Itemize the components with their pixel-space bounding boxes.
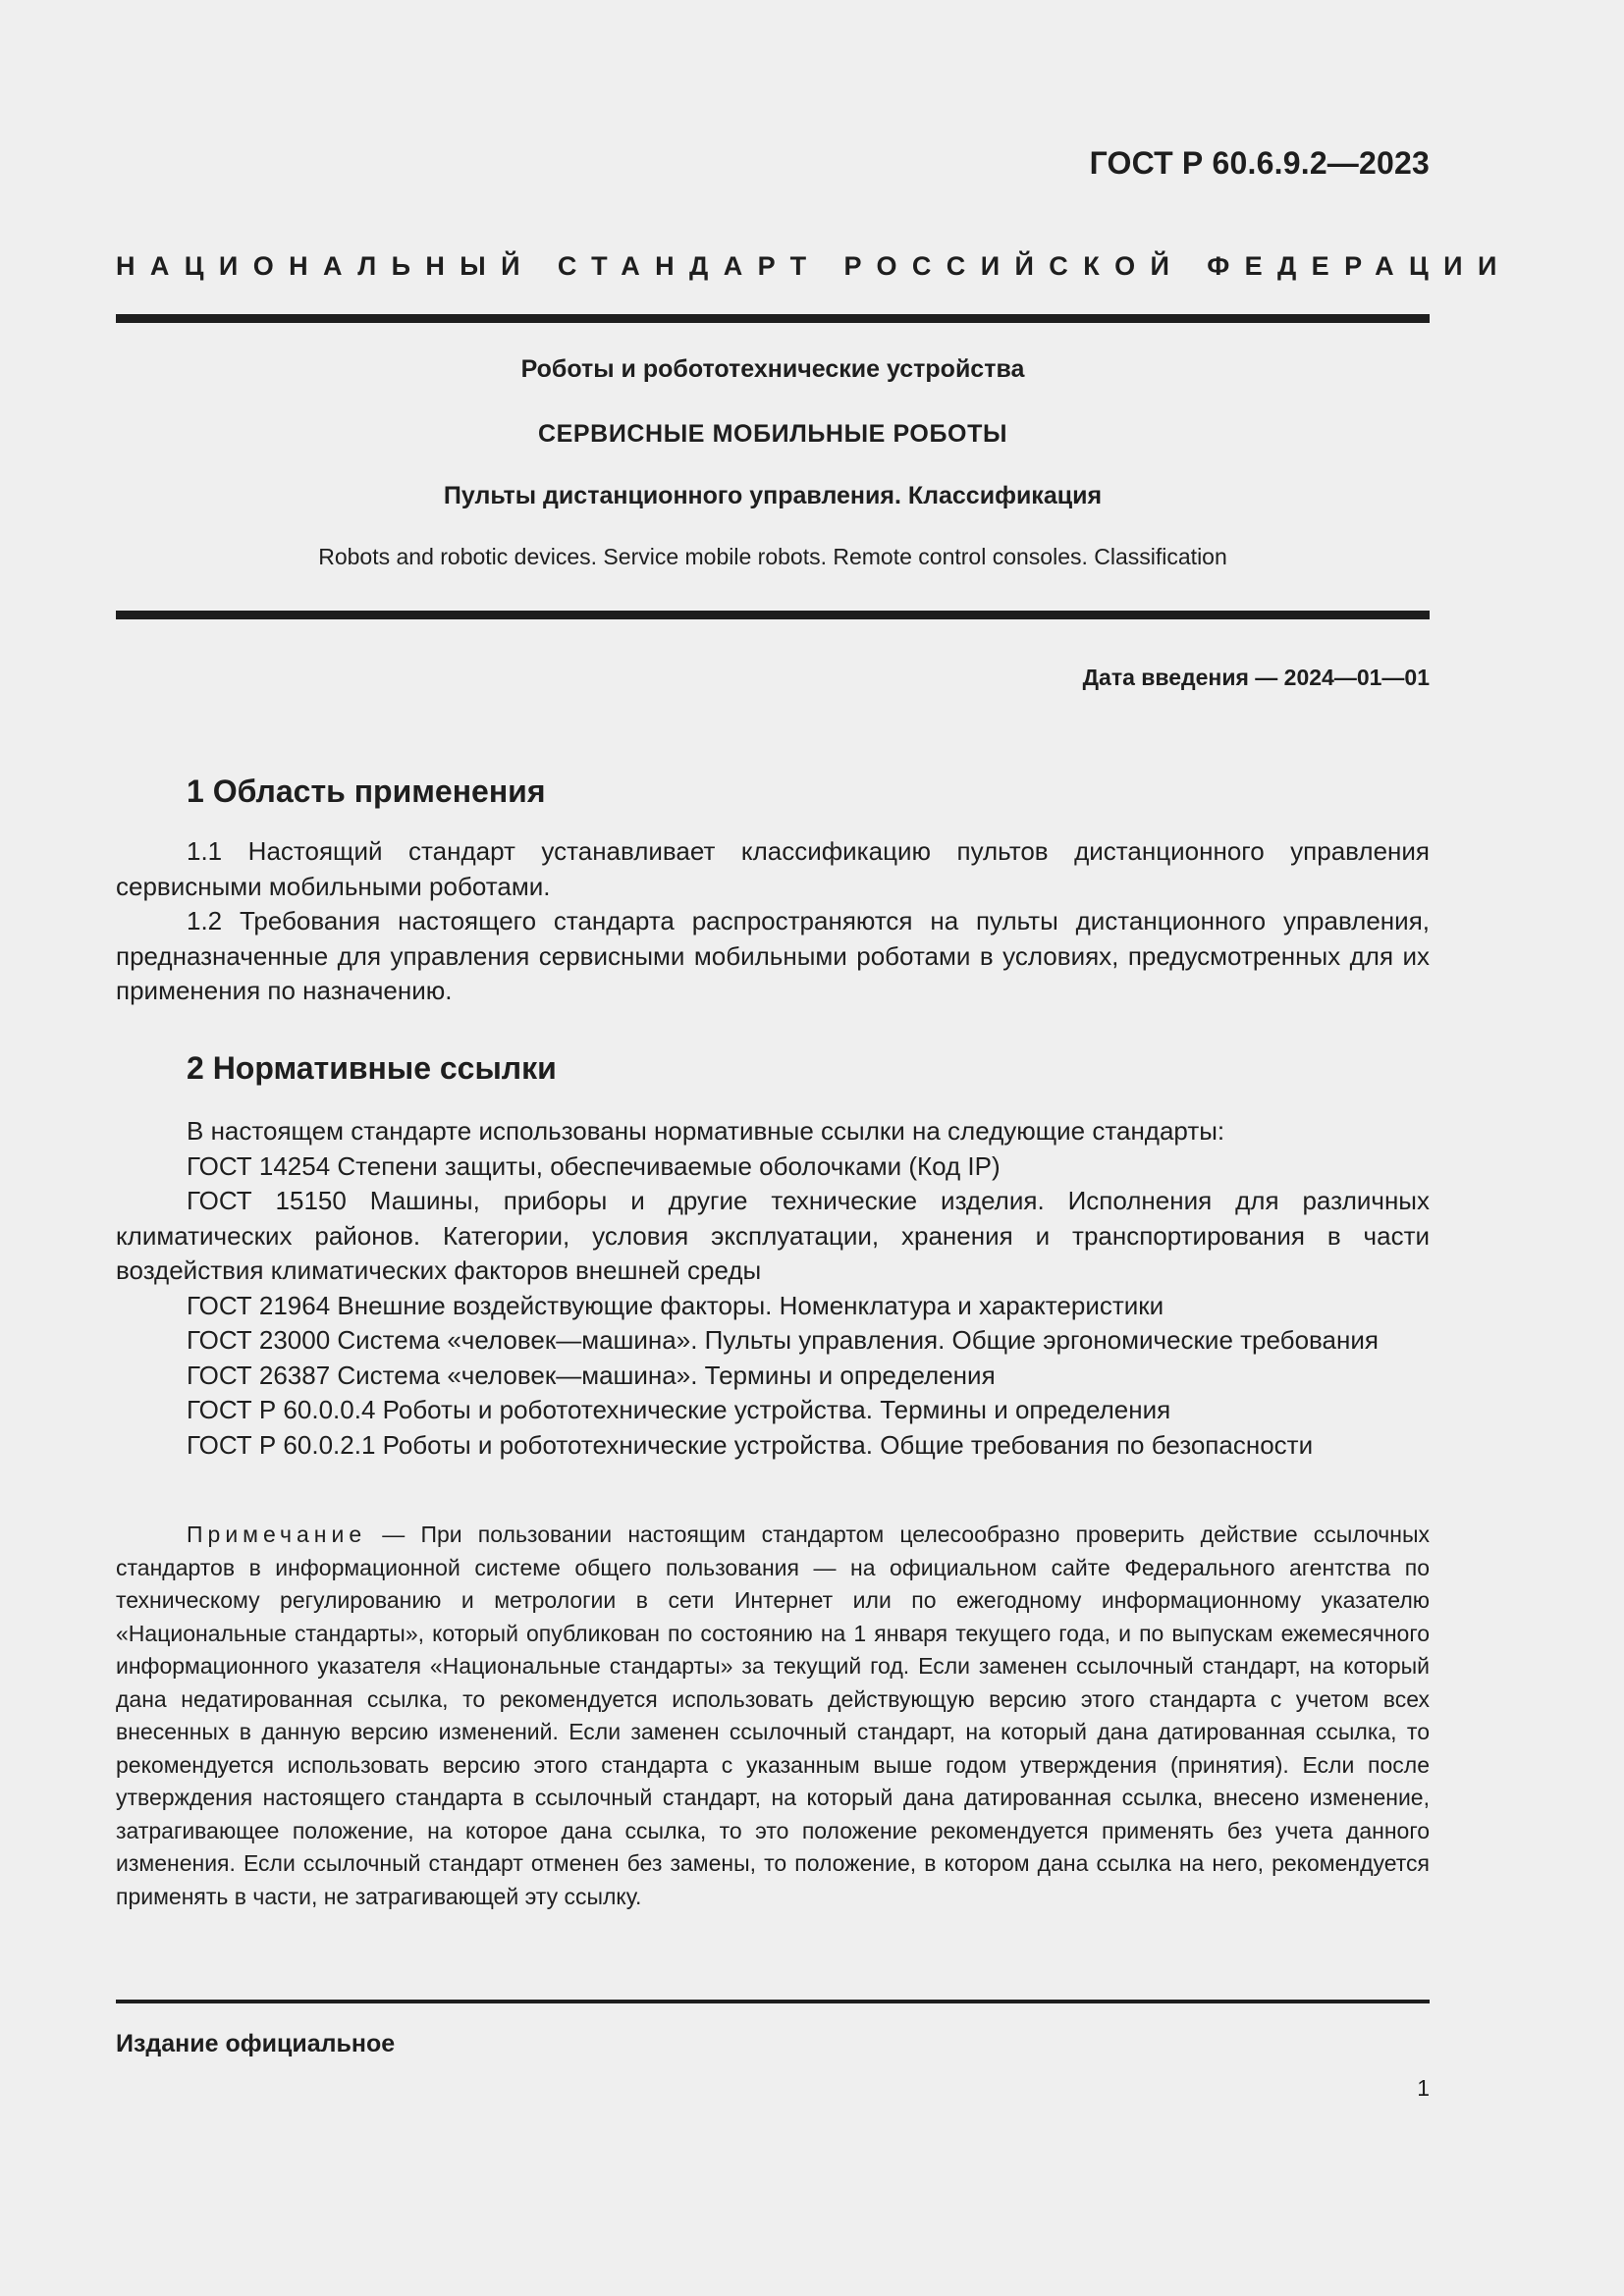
page-number: 1 [1417, 2075, 1430, 2101]
section-1-heading: 1 Область применения [187, 774, 546, 809]
national-standard-header: НАЦИОНАЛЬНЫЙ СТАНДАРТ РОССИЙСКОЙ ФЕДЕРАЦИИ [116, 251, 1512, 281]
document-code: ГОСТ Р 60.6.9.2—2023 [1089, 145, 1430, 181]
references-intro: В настоящем стандарте использованы нормативные ссылки на следующие стандарты: [187, 1116, 1225, 1146]
document-page [116, 0, 1512, 2296]
footer-divider [116, 2000, 1430, 2003]
section-1-body [116, 834, 1430, 1009]
reference-item: ГОСТ 21964 Внешние воздействующие факторы. Номенклатура и характеристики [187, 1290, 1164, 1320]
references-note [116, 1519, 1430, 1913]
reference-item: ГОСТ Р 60.0.0.4 Роботы и робототехнические устройства. Термины и определения [187, 1395, 1171, 1424]
title-divider [116, 611, 1430, 619]
note-text: — При пользовании настоящим стандартом целесообразно проверить действие ссылочных стандартов в информационной системе общего пользования — на официальном сайте Федерального агентства по техническому регулированию и метрологии в сети Интернет или по ежегодному информационному указателю «Национальные стандарты», который опубликован по состоянию на 1 января текущего года, и по выпускам ежемесячного информационного указателя «Национальные стандарты» за текущий год. Если заменен ссылочный стандарт, на который дана недатированная ссылка, то рекомендуется использовать действующую версию этого стандарта с учетом всех внесенных в данную версию изменений. Если заменен ссылочный стандарт, на который дана датированная ссылка, то рекомендуется использовать версию этого стандарта с указанным выше годом утверждения (принятия). Если после утверждения настоящего стандарта в ссылочный стандарт, на который дана датированная ссылка, внесено изменение, затрагивающее положение, на которое дана ссылка, то это положение рекомендуется применять без учета данного изменения. Если ссылочный стандарт отменен без замены, то положение, в котором дана ссылка на него, рекомендуется применять в части, не затрагивающей эту ссылку. [116, 1522, 1430, 1909]
clause-1-1: 1.1 Настоящий стандарт устанавливает классификацию пультов дистанционного управления сервисными мобильными роботами. [116, 836, 1430, 901]
section-2-body [116, 1114, 1430, 1463]
introduction-date: Дата введения — 2024—01—01 [1082, 665, 1430, 690]
reference-item: ГОСТ Р 60.0.2.1 Роботы и робототехнические устройства. Общие требования по безопасности [187, 1429, 1314, 1460]
title-line-1: Роботы и робототехнические устройства [520, 355, 1025, 383]
reference-item: ГОСТ 14254 Степени защиты, обеспечиваемые оболочками (Код IP) [187, 1150, 1001, 1181]
section-2-heading: 2 Нормативные ссылки [187, 1050, 557, 1086]
reference-item: ГОСТ 23000 Система «человек—машина». Пульты управления. Общие эргономические требования [187, 1325, 1379, 1355]
title-line-3: Пульты дистанционного управления. Классификация [443, 482, 1103, 509]
official-edition-label: Издание официальное [116, 2030, 396, 2057]
reference-item: ГОСТ 26387 Система «человек—машина». Термины и определения [187, 1360, 996, 1390]
english-title: Robots and robotic devices. Service mobile robots. Remote control consoles. Classification [318, 544, 1227, 569]
note-label: Примечание [187, 1522, 367, 1547]
clause-1-2: 1.2 Требования настоящего стандарта распространяются на пульты дистанционного управления, предназначенные для управления сервисными мобильными роботами в условиях, предусмотренных для их применения по назначению. [116, 906, 1430, 1005]
top-divider [116, 314, 1430, 323]
title-line-2: СЕРВИСНЫЕ МОБИЛЬНЫЕ РОБОТЫ [537, 420, 1008, 448]
reference-item: ГОСТ 15150 Машины, приборы и другие технические изделия. Исполнения для различных климатических районов. Категории, условия эксплуатации, хранения и транспортирования в части воздействия климатических факторов внешней среды [116, 1186, 1430, 1285]
